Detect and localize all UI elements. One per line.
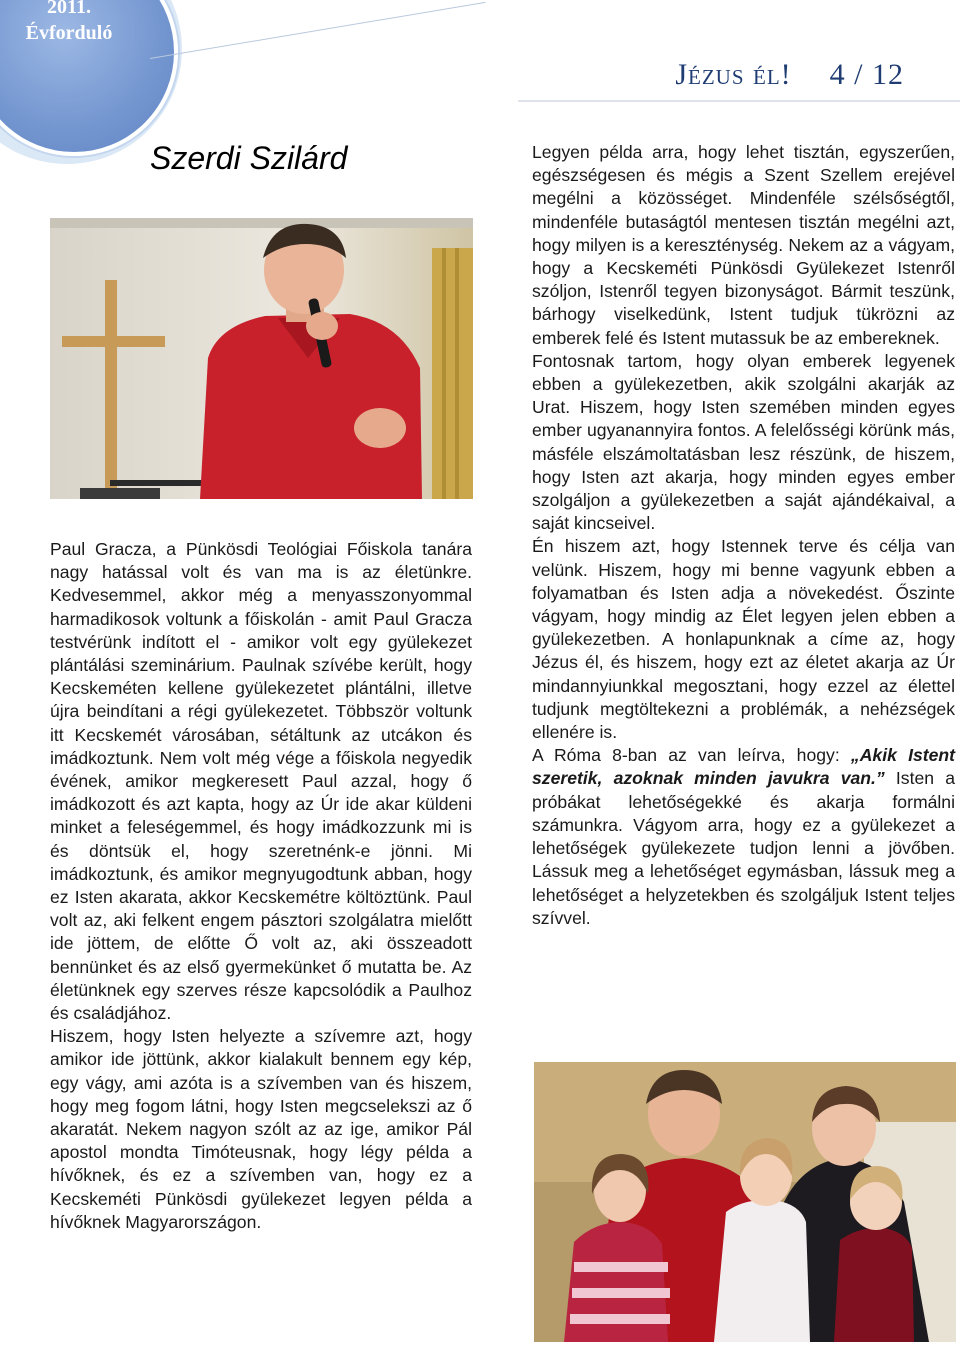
left-paragraph-1: Paul Gracza, a Pünkösdi Teológiai Főiskola tanára nagy hatással volt és van ma is az életünkre. Kedvesemmel, akkor még a menyasszonyommal harmadikosok voltunk a főiskolán - amit Paul Gracza testvérünk indított el - amikor volt egy gyülekezet plántálási szeminárium. Paulnak szívébe került, hogy Kecskeméten kellene gyülekezetet plántálni, illetve újra beindítani a régi gyülekezetet. Többször voltunk itt Kecskemét városában, sétáltunk az utcákon és imádkoztunk. Nem volt még vége a főiskola negyedik évének, amikor megkeresett Paul azzal, hogy ő imádkozott és azt kapta, hogy az Úr ide akar küldeni minket a feleségemmel, és hogy imádkozzunk mi is és döntsük el, hogy szeretnénk-e jönni. Mi imádkoztunk, és amikor megnyugodtunk abban, hogy ez Isten akarata, akkor Kecskemétre költöztünk. Paul volt az, aki felkent engem pásztori szolgálatra mielőtt ide jöttem, de előtte Ő volt az, aki összeadott bennünket és az első gyermekünket ő mutatta be. Az életünknek egy szerves része kapcsolódik a Paulhoz és családjához. <box>50 539 472 1024</box>
right-paragraph-2: Fontosnak tartom, hogy olyan emberek legyenek ebben a gyülekezetben, akik szolgálni akarják az Urat. Hiszem, hogy Isten szemében minden egyes ember ugyanannyira fontos. A felelősségi körünk más, másféle elszámoltatásban lesz részünk, de hiszem, hogy Isten azt akarja, hogy minden egyes ember szolgáljon a gyülekezetben a saját ajándékaival, a saját kincseivel. <box>532 350 955 534</box>
preacher-photo <box>50 218 473 499</box>
rome-intro: A Róma 8-ban az van leírva, hogy: <box>532 745 851 766</box>
family-photo <box>534 1062 956 1342</box>
rome-paragraph <box>532 744 955 930</box>
right-column <box>532 141 955 930</box>
anniversary-badge <box>0 0 178 156</box>
left-column <box>50 538 472 1234</box>
left-paragraph-2: Hiszem, hogy Isten helyezte a szívemre azt, hogy amikor ide jöttünk, akkor kialakult bennem egy kép, egy vágy, ami azóta is a szívemben van és hiszem, hogy meg fogom látni, hogy Isten megcselekszi az ő akaratát. Nekem nagyon szólt az az ige, amikor Pál apostol mondta Timóteusnak, hogy légy példa a hívőknek, és ez a szívemben van, hogy ez a Kecskeméti Pünkösdi gyülekezet legyen példa a hívőknek Magyarországon. <box>50 1026 472 1232</box>
article-title: Szerdi Szilárd <box>150 140 348 176</box>
badge-year: 2011. <box>47 0 91 18</box>
badge-text <box>0 0 144 46</box>
page-number: 4 / 12 <box>829 58 904 91</box>
page-header <box>675 58 904 92</box>
bible-quote: „Akik Istent szeretik, azoknak minden javukra van.” <box>532 745 955 789</box>
badge-label: Évforduló <box>25 22 113 44</box>
right-paragraph-1: Legyen példa arra, hogy lehet tisztán, egyszerűen, egészségesen és mégis a Szent Szellem erejével megélni a közösséget. Mindenféle szélsőségtől, mindenféle butaságtól mentesen tisztán megélni azt, hogy milyen is a kereszténység. Nekem az a vágyam, hogy a Kecskeméti Pünkösdi Gyülekezet Istenről szóljon, Istenről tegyen bizonyságot. Bármit teszünk, bárhogy viselkedünk, Istent tudjuk tükrözni az emberek felé és Istent mutassuk be az embereknek. <box>532 142 955 348</box>
right-paragraph-3: Én hiszem azt, hogy Istennek terve és célja van velünk. Hiszem, hogy mi benne vagyunk ebben a folyamatban és Isten adja a növekedést. Őszinte vágyam, hogy mindig az Élet legyen jelen ebben a gyülekezetben. A honlapunknak a címe az, hogy Jézus él, és hiszem, hogy ezt az életet akarja az Úr mindannyiunkkal megosztani, hogy ezzel az élettel tudjunk megtöltekezni a problémák, a nehézségek ellenére is. <box>532 536 955 743</box>
magazine-title: Jézus él! <box>675 58 792 91</box>
header-divider <box>518 100 960 102</box>
decorative-line <box>150 2 486 59</box>
rome-rest: Isten a próbákat lehetőségekké és akarja formálni számunkra. Vágyom arra, hogy ez a gyülekezet a lehetőségek gyülekezete tudjon lenni a jövőben. Lássuk meg a lehetőséget egymásban, lássuk meg a lehetőséget a helyzetekben és szolgáljuk Istent teljes szívvel. <box>532 768 955 928</box>
